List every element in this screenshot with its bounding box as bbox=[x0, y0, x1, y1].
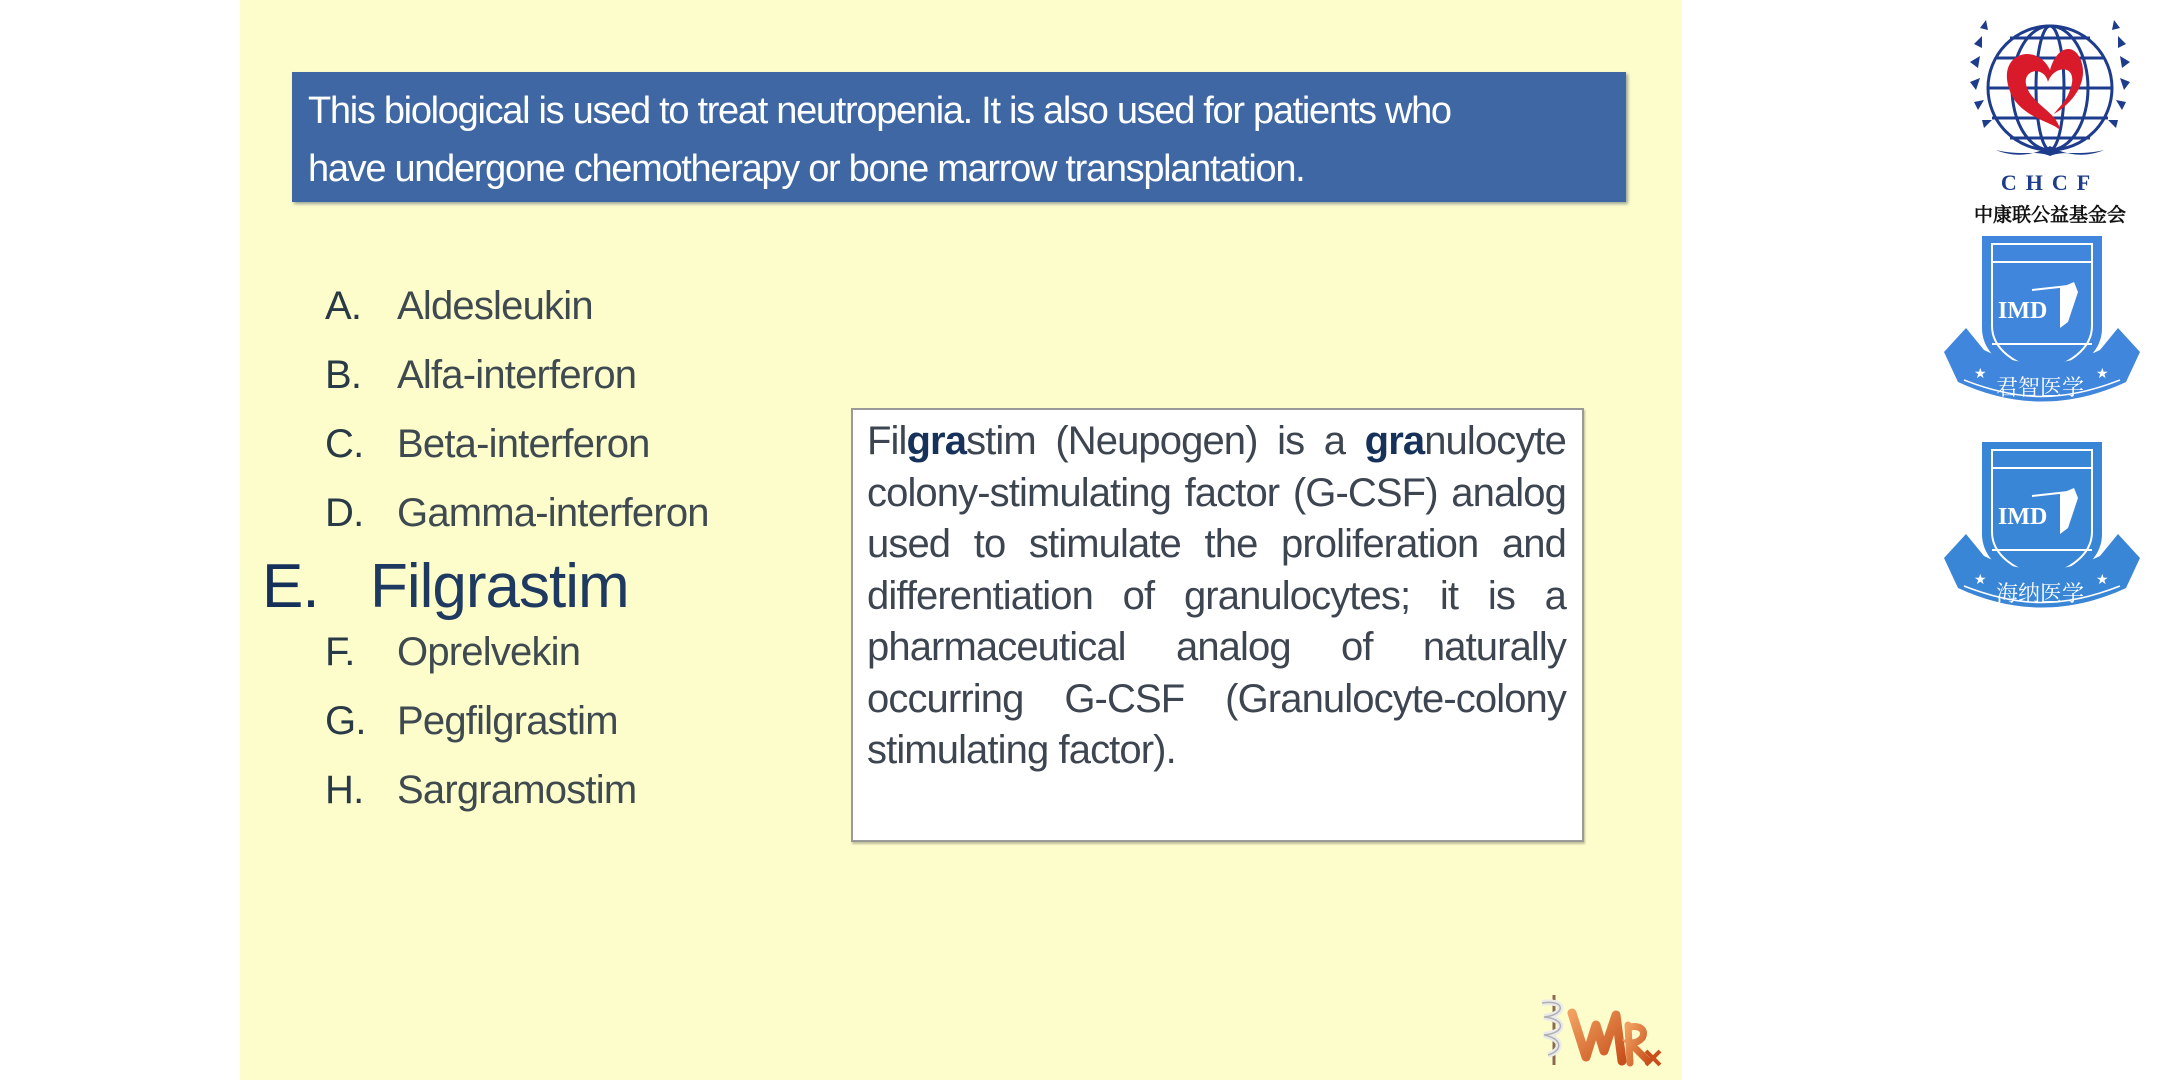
option-a bbox=[325, 284, 593, 329]
chcf-name-cn: 中康联公益基金会 bbox=[1973, 204, 2126, 226]
question-line-2: have undergone chemotherapy or bone marrow transplantation. bbox=[308, 148, 1305, 190]
option-letter: D. bbox=[325, 491, 364, 535]
wmrx-caduceus-logo-icon bbox=[1530, 985, 1670, 1075]
explanation-text: nulocyte colony-stimulating factor (G-CSF) analog used to stimulate the proliferation and differentiation of granulocytes; it is a pharmaceutical analog of naturally occurring G-CSF (Granulocyte-colony stimulating factor). bbox=[867, 419, 1566, 772]
imd-logo-junzhi bbox=[1940, 232, 2160, 432]
option-h bbox=[325, 768, 636, 813]
option-c bbox=[325, 422, 650, 467]
chcf-acronym: CHCF bbox=[2000, 170, 2100, 195]
option-label: Pegfilgrastim bbox=[397, 699, 618, 743]
option-label: Oprelvekin bbox=[397, 630, 581, 674]
explanation-text: Fil bbox=[867, 419, 907, 463]
option-d bbox=[325, 491, 709, 536]
option-letter: E. bbox=[262, 552, 319, 621]
svg-text:君智医学: 君智医学 bbox=[1996, 376, 2085, 401]
option-label: Sargramostim bbox=[397, 768, 637, 812]
option-e-correct-answer bbox=[262, 551, 629, 622]
shield-bird-icon bbox=[1940, 438, 2160, 638]
option-label: Gamma-interferon bbox=[397, 491, 709, 535]
question-banner bbox=[292, 72, 1626, 202]
option-label: Alfa-interferon bbox=[397, 353, 637, 397]
svg-text:★: ★ bbox=[2096, 365, 2109, 381]
option-letter: F. bbox=[325, 630, 355, 674]
explanation-highlight: gra bbox=[906, 419, 967, 463]
option-letter: H. bbox=[325, 768, 364, 812]
svg-text:★: ★ bbox=[2096, 571, 2109, 587]
option-label: Aldesleukin bbox=[397, 284, 593, 328]
chcf-logo bbox=[1940, 10, 2160, 226]
explanation-highlight: gra bbox=[1364, 419, 1425, 463]
globe-heart-laurel-icon bbox=[1940, 10, 2160, 170]
svg-text:IMD: IMD bbox=[1998, 504, 2048, 530]
option-b bbox=[325, 353, 636, 398]
imd-logo-haina bbox=[1940, 438, 2160, 638]
option-letter: C. bbox=[325, 422, 364, 466]
explanation-text: stim (Neupogen) is a bbox=[966, 419, 1365, 463]
slide bbox=[240, 0, 1682, 1080]
svg-text:IMD: IMD bbox=[1998, 298, 2048, 324]
option-label: Filgrastim bbox=[370, 552, 629, 621]
option-letter: B. bbox=[325, 353, 362, 397]
option-letter: G. bbox=[325, 699, 366, 743]
option-g bbox=[325, 699, 618, 744]
option-f bbox=[325, 630, 580, 675]
question-line-1: This biological is used to treat neutropenia. It is also used for patients who bbox=[308, 90, 1451, 132]
svg-text:★: ★ bbox=[1974, 365, 1987, 381]
svg-text:★: ★ bbox=[1974, 571, 1987, 587]
svg-text:海纳医学: 海纳医学 bbox=[1996, 582, 2085, 607]
explanation-box bbox=[851, 408, 1584, 842]
option-letter: A. bbox=[325, 284, 362, 328]
option-label: Beta-interferon bbox=[397, 422, 650, 466]
shield-bird-icon bbox=[1940, 232, 2160, 432]
